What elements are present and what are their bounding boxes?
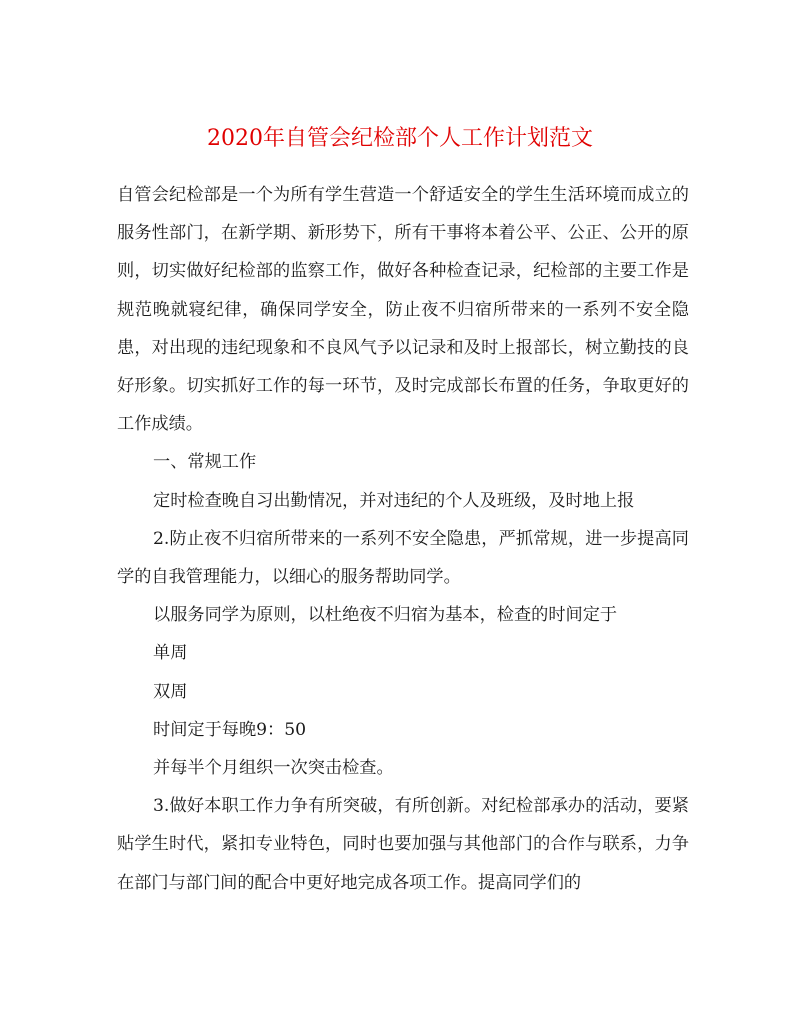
- paragraph-even-week: 双周: [153, 681, 188, 702]
- paragraph-evening-study-check: 定时检查晚自习出勤情况，并对违纪的个人及班级，及时地上报: [153, 490, 635, 511]
- document-title: 2020年自管会纪检部个人工作计划范文: [207, 125, 593, 151]
- paragraph-check-time: 时间定于每晚9：50: [153, 719, 307, 740]
- paragraph-item-2: 2.防止夜不归宿所带来的一系列不安全隐患，严抓常规，进一步提高同学的自我管理能力，以细心的服务帮助同学。: [117, 528, 689, 588]
- paragraph-item-3: 3.做好本职工作力争有所突破，有所创新。对纪检部承办的活动，要紧贴学生时代，紧扣专业特色，同时也要加强与其他部门的合作与联系，力争在部门与部门间的配合中更好地完成各项工作。提高同学们的: [117, 796, 689, 893]
- intro-paragraph: 自管会纪检部是一个为所有学生营造一个舒适安全的学生生活环境而成立的服务性部门，在新学期、新形势下，所有干事将本着公平、公正、公开的原则，切实做好纪检部的监察工作，做好各种检查记录，纪检部的主要工作是规范晚就寝纪律，确保同学安全，防止夜不归宿所带来的一系列不安全隐患，对出现的违纪现象和不良风气予以记录和及时上报部长，树立勤技的良好形象。切实抓好工作的每一环节，及时完成部长布置的任务，争取更好的工作成绩。: [117, 185, 689, 435]
- paragraph-inspection-principle: 以服务同学为原则，以杜绝夜不归宿为基本，检查的时间定于: [153, 605, 618, 626]
- section-heading-routine-work: 一、常规工作: [153, 452, 257, 473]
- document-body: [117, 176, 689, 902]
- paragraph-odd-week: 单周: [153, 643, 188, 664]
- paragraph-surprise-check: 并每半个月组织一次突击检查。: [153, 758, 394, 779]
